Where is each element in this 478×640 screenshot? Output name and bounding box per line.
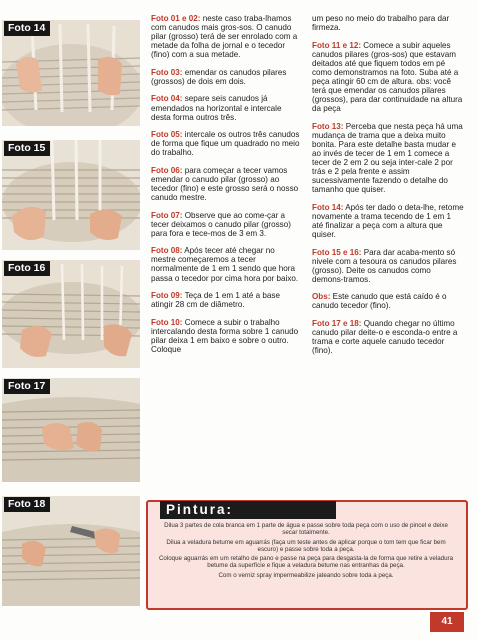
step-description: separe seis canudos já emendados na horizontal e intercale desta forma outros três.	[151, 94, 282, 122]
photo-16	[2, 260, 140, 368]
step-number: Foto 03:	[151, 67, 183, 77]
photo-label: Foto 15	[4, 141, 50, 156]
basket-weave-photo	[2, 496, 140, 606]
step-text	[151, 166, 301, 202]
step-number: Foto 10:	[151, 317, 183, 327]
step-description: Comece a subir o trabalho intercalando desta forma sobre 1 canudo pilar deixa 1 em baixo e sobre o outro. Coloque	[151, 317, 299, 354]
observation-note	[312, 292, 464, 310]
painting-line: Dilua 3 partes de cola branca em 1 parte de água e passe sobre toda peça com o uso de pincel e deixe secar totalmente.	[164, 522, 448, 537]
step-text	[151, 94, 301, 121]
step-description: Comece a subir aqueles canudos pilares (gros-sos) que estavam deitados até que fiquem todos em pé como demonstramos na foto. Suba até a peça atingir 60 cm de altura. obs: você terá que emendar os canudos pilares (grossos), para dar continuidade na altura da peça	[312, 40, 463, 114]
step-text	[151, 246, 301, 282]
painting-line: Com o verniz spray impermeabilize jateando sobre toda a peça.	[218, 571, 394, 579]
step-text	[312, 41, 464, 114]
step-text	[312, 203, 464, 239]
photo-label: Foto 17	[4, 379, 50, 394]
step-text	[312, 122, 464, 195]
basket-weave-photo	[2, 260, 140, 368]
step-text	[151, 14, 301, 59]
photo-label: Foto 16	[4, 261, 50, 276]
step-number: Foto 05:	[151, 130, 183, 140]
painting-instructions-box	[146, 500, 468, 610]
step-description: Para dar acaba-mento só nivele com a tesoura os canudos pilares (grosso). Deite os canudos como demons-tramos.	[312, 247, 457, 284]
step-number: Foto 17 e 18:	[312, 318, 362, 328]
step-number: Foto 13:	[312, 121, 344, 131]
note-text: Este canudo que está caído é o canudo tecedor (fino).	[312, 292, 447, 311]
painting-line: Coloque aguarrás em um retalho de pano e passe na peça para desgasta-la de forma que retire a veladura betume da superfície e fique a veladura betume nas entranhas da peça.	[158, 555, 454, 570]
step-number: Foto 14:	[312, 202, 344, 212]
step-description: Teça de 1 em 1 até a base atingir 28 cm de diâmetro.	[151, 290, 280, 310]
photo-14	[2, 20, 140, 126]
step-description: Após tecer até chegar no mestre começaremos a tecer normalmente de 1 em 1 sendo que hora passa o tecedor por cima hora por baixo.	[151, 246, 299, 283]
photo-18	[2, 496, 140, 606]
photo-15	[2, 140, 140, 250]
step-text	[312, 319, 464, 355]
step-description: Observe que ao come-çar a tecer deixamos o canudo pilar (grosso) para fora e tece-mos de 3 em 3.	[151, 210, 291, 238]
step-description: para começar a tecer vamos emendar o canudo pilar (grosso) ao tecedor (fino) e este grosso será o nosso canudo mestre.	[151, 165, 299, 203]
step-number: Foto 09:	[151, 290, 183, 300]
photo-label: Foto 14	[4, 21, 50, 36]
instructions-column-2	[312, 14, 464, 364]
step-number: Foto 06:	[151, 165, 183, 175]
basket-weave-photo	[2, 140, 140, 250]
step-description: Quando chegar no último canudo pilar deite-o e esconda-o entre a trama e corte aquele canudo tecedor (fino).	[312, 318, 458, 356]
page-number: 41	[430, 612, 464, 632]
step-number: Foto 11 e 12:	[312, 40, 362, 50]
step-number: Foto 08:	[151, 246, 183, 256]
step-number: Foto 04:	[151, 94, 183, 104]
step-description: Perceba que nesta peça há uma mudança de trama que a deixa muito bonita. Para este detalhe basta mudar e ao invés de tecer de 1 em 1 comece a tecer de 2 em 2 ou seja inter-cale 2 por trás e 2 pela frente e assim sucessivamente fazendo o detalhe do tamanho que quiser.	[312, 121, 463, 195]
step-description: neste caso traba-lhamos com canudos mais gros-sos. O canudo pilar (grosso) terá de ser enrolado com a metade da folha de jornal e o tecedor (fino) com a sua metade.	[151, 14, 298, 60]
painting-title: Pintura:	[160, 501, 336, 519]
note-label: Obs:	[312, 292, 331, 302]
step-number: Foto 01 e 02:	[151, 14, 201, 23]
step-text	[151, 130, 301, 157]
painting-body	[156, 522, 456, 581]
photo-label: Foto 18	[4, 497, 50, 512]
step-description: emendar os canudos pilares (grossos) de dois em dois.	[151, 67, 287, 86]
step-continuation: um peso no meio do trabalho para dar firmeza.	[312, 14, 450, 33]
step-text	[312, 248, 464, 284]
step-text	[151, 318, 301, 354]
step-text	[151, 211, 301, 238]
instructions-column-1	[151, 14, 301, 362]
step-text	[151, 291, 301, 309]
step-description: Após ter dado o deta-lhe, retome novamente a trama tecendo de 1 em 1 até finalizar a peça com a altura que quiser.	[312, 202, 464, 240]
step-number: Foto 15 e 16:	[312, 247, 362, 257]
painting-line: Dilua a veladura betume em aguarrás (faça um teste antes de aplicar porque o tom tem que ficar bem escuro) e passe sobre toda a peça.	[166, 538, 446, 553]
step-text	[151, 68, 301, 86]
step-description: intercale os outros três canudos de forma que fique um quadrado no meio do trabalho.	[151, 130, 300, 158]
step-number: Foto 07:	[151, 210, 183, 220]
photo-17	[2, 378, 140, 482]
